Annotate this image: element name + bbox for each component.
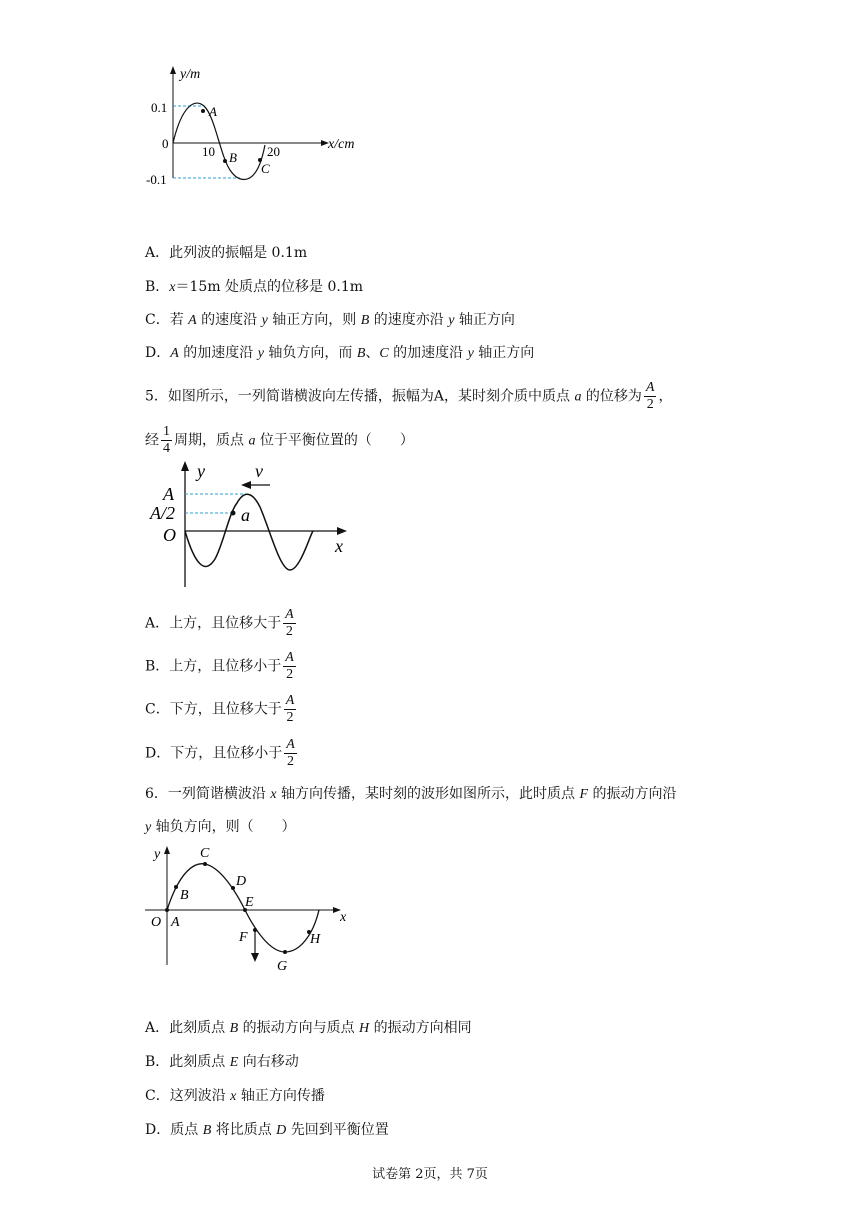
fraction-1-over-4: $\frac{1}{4}$ bbox=[163, 424, 170, 456]
fig3-H: H bbox=[310, 932, 321, 947]
fig2-a-label: a bbox=[241, 505, 250, 525]
fig3-B: B bbox=[180, 888, 189, 903]
fig3-C: C bbox=[200, 846, 210, 861]
fig1-y-label: y/m bbox=[180, 67, 201, 82]
q6-option-b: B．此刻质点 E 向右移动 bbox=[145, 1054, 299, 1070]
fig2-O-label: O bbox=[163, 525, 176, 545]
fig3-y-label: y bbox=[154, 847, 161, 862]
page-footer: 试卷第 2页，共 7页 bbox=[372, 1167, 488, 1182]
fig3-D: D bbox=[236, 874, 247, 889]
fig1-point-c: C bbox=[261, 161, 270, 176]
wave-curve bbox=[173, 103, 265, 179]
q4-option-a: A．此列波的振幅是 0.1m bbox=[145, 245, 308, 261]
q6-stem-line2: y 轴负方向，则（ ） bbox=[145, 819, 296, 835]
fig1-point-a: A bbox=[209, 104, 217, 119]
fig1-point-b: B bbox=[229, 150, 237, 165]
fig3-E: E bbox=[245, 895, 254, 910]
q5-stem-line2: 经 $\frac{1}{4}$ 周期，质点 a 位于平衡位置的（ ） bbox=[145, 424, 414, 456]
fig2-A2-label: A/2 bbox=[150, 503, 175, 523]
fig1-tick-01: 0.1 bbox=[151, 100, 168, 115]
q4-option-d: D．A 的加速度沿 y 轴负方向，而 B、C 的加速度沿 y 轴正方向 bbox=[145, 345, 535, 361]
fig2-v-label: v bbox=[255, 461, 263, 481]
q6-option-d: D．质点 B 将比质点 D 先回到平衡位置 bbox=[145, 1122, 389, 1138]
fig2-x-label: x bbox=[335, 536, 343, 556]
q4-option-b: B．x＝15m 处质点的位移是 0.1m bbox=[145, 279, 364, 295]
fig3-A: A bbox=[171, 915, 180, 930]
fig3-x-label: x bbox=[340, 910, 347, 925]
fig2-y-label: y bbox=[197, 461, 205, 481]
q5-option-a: A．上方，且位移大于 $\frac{A}{2}$ bbox=[145, 607, 294, 639]
q5-option-b: B．上方，且位移小于 $\frac{A}{2}$ bbox=[145, 650, 294, 682]
fig1-tick-10: 10 bbox=[202, 144, 215, 159]
q6-option-c: C．这列波沿 x 轴正方向传播 bbox=[145, 1088, 325, 1104]
fig3-F: F bbox=[239, 930, 248, 945]
fig1-tick-20: 20 bbox=[267, 144, 280, 159]
fig1-tick-0: 0 bbox=[162, 136, 169, 151]
wave-figure-2 bbox=[145, 455, 360, 595]
fig2-A-label: A bbox=[163, 484, 174, 504]
q5-option-d: D．下方，且位移小于 $\frac{A}{2}$ bbox=[145, 737, 295, 769]
fig3-O: O bbox=[151, 915, 162, 930]
fraction-a-over-2: $\frac{A}{2}$ bbox=[645, 380, 655, 412]
q5-option-c: C．下方，且位移大于 $\frac{A}{2}$ bbox=[145, 693, 295, 725]
q4-option-c: C．若 A 的速度沿 y 轴正方向，则 B 的速度亦沿 y 轴正方向 bbox=[145, 312, 515, 328]
fig1-x-label: x/cm bbox=[328, 137, 355, 152]
q6-option-a: A．此刻质点 B 的振动方向与质点 H 的振动方向相同 bbox=[145, 1020, 472, 1036]
wave-figure-3 bbox=[145, 840, 360, 975]
q5-stem-line1: 5．如图所示，一列简谐横波向左传播，振幅为A，某时刻介质中质点 a 的位移为 $\frac{A}{2}$ ， bbox=[145, 380, 673, 412]
wave-figure-1 bbox=[140, 60, 380, 200]
fig1-tick-m01: -0.1 bbox=[146, 172, 167, 187]
q6-stem-line1: 6．一列简谐横波沿 x 轴方向传播，某时刻的波形如图所示，此时质点 F 的振动方向沿 bbox=[145, 786, 677, 802]
fig3-G: G bbox=[277, 959, 288, 974]
